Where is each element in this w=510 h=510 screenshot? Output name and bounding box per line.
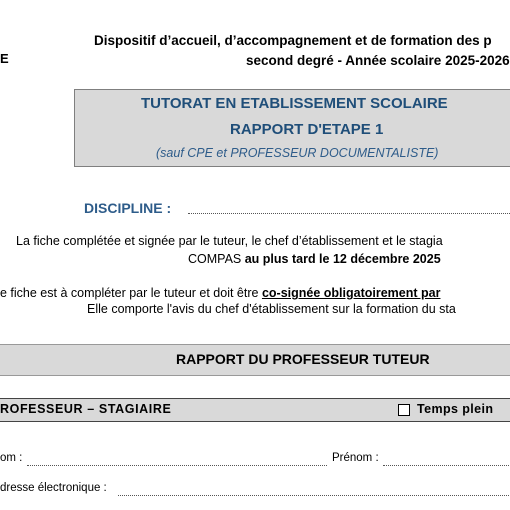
header-left-fragment: E: [0, 51, 9, 66]
paragraph-2-emphasis: co-signée obligatoirement par: [261, 286, 441, 300]
paragraph-2-plain: e fiche est à compléter par le tuteur et doit être: [0, 286, 262, 300]
paragraph-1-line-2: [188, 252, 441, 266]
section-title: RAPPORT DU PROFESSEUR TUTEUR: [176, 351, 430, 367]
nom-field[interactable]: [27, 465, 327, 466]
title-line-1: TUTORAT EN ETABLISSEMENT SCOLAIRE: [141, 95, 448, 112]
title-line-3: (sauf CPE et PROFESSEUR DOCUMENTALISTE): [156, 146, 439, 160]
paragraph-2-line-2: Elle comporte l'avis du chef d'établissement sur la formation du sta: [87, 302, 456, 316]
temps-plein-label: Temps plein: [417, 402, 494, 416]
paragraph-1-plain: COMPAS: [188, 252, 245, 266]
prenom-label: Prénom :: [332, 452, 379, 464]
discipline-label: DISCIPLINE :: [84, 200, 172, 216]
prenom-field[interactable]: [383, 465, 510, 466]
stagiaire-label: ROFESSEUR – STAGIAIRE: [0, 402, 172, 416]
header-line-2: second degré - Année scolaire 2025-2026: [246, 53, 510, 68]
title-line-2: RAPPORT D'ETAPE 1: [230, 121, 384, 138]
discipline-dotted-line[interactable]: [188, 213, 510, 214]
title-box: [74, 89, 510, 167]
paragraph-2-line-1: [0, 286, 440, 300]
email-field[interactable]: [118, 495, 510, 496]
email-label: dresse électronique :: [0, 482, 107, 494]
paragraph-1-line-1: La fiche complétée et signée par le tuteur, le chef d’établissement et le stagia: [16, 234, 443, 248]
header-line-1: Dispositif d’accueil, d’accompagnement et de formation des p: [94, 33, 492, 48]
temps-plein-checkbox[interactable]: [398, 404, 410, 416]
nom-label: om :: [0, 452, 23, 464]
paragraph-1-deadline: au plus tard le 12 décembre 2025: [244, 252, 441, 266]
